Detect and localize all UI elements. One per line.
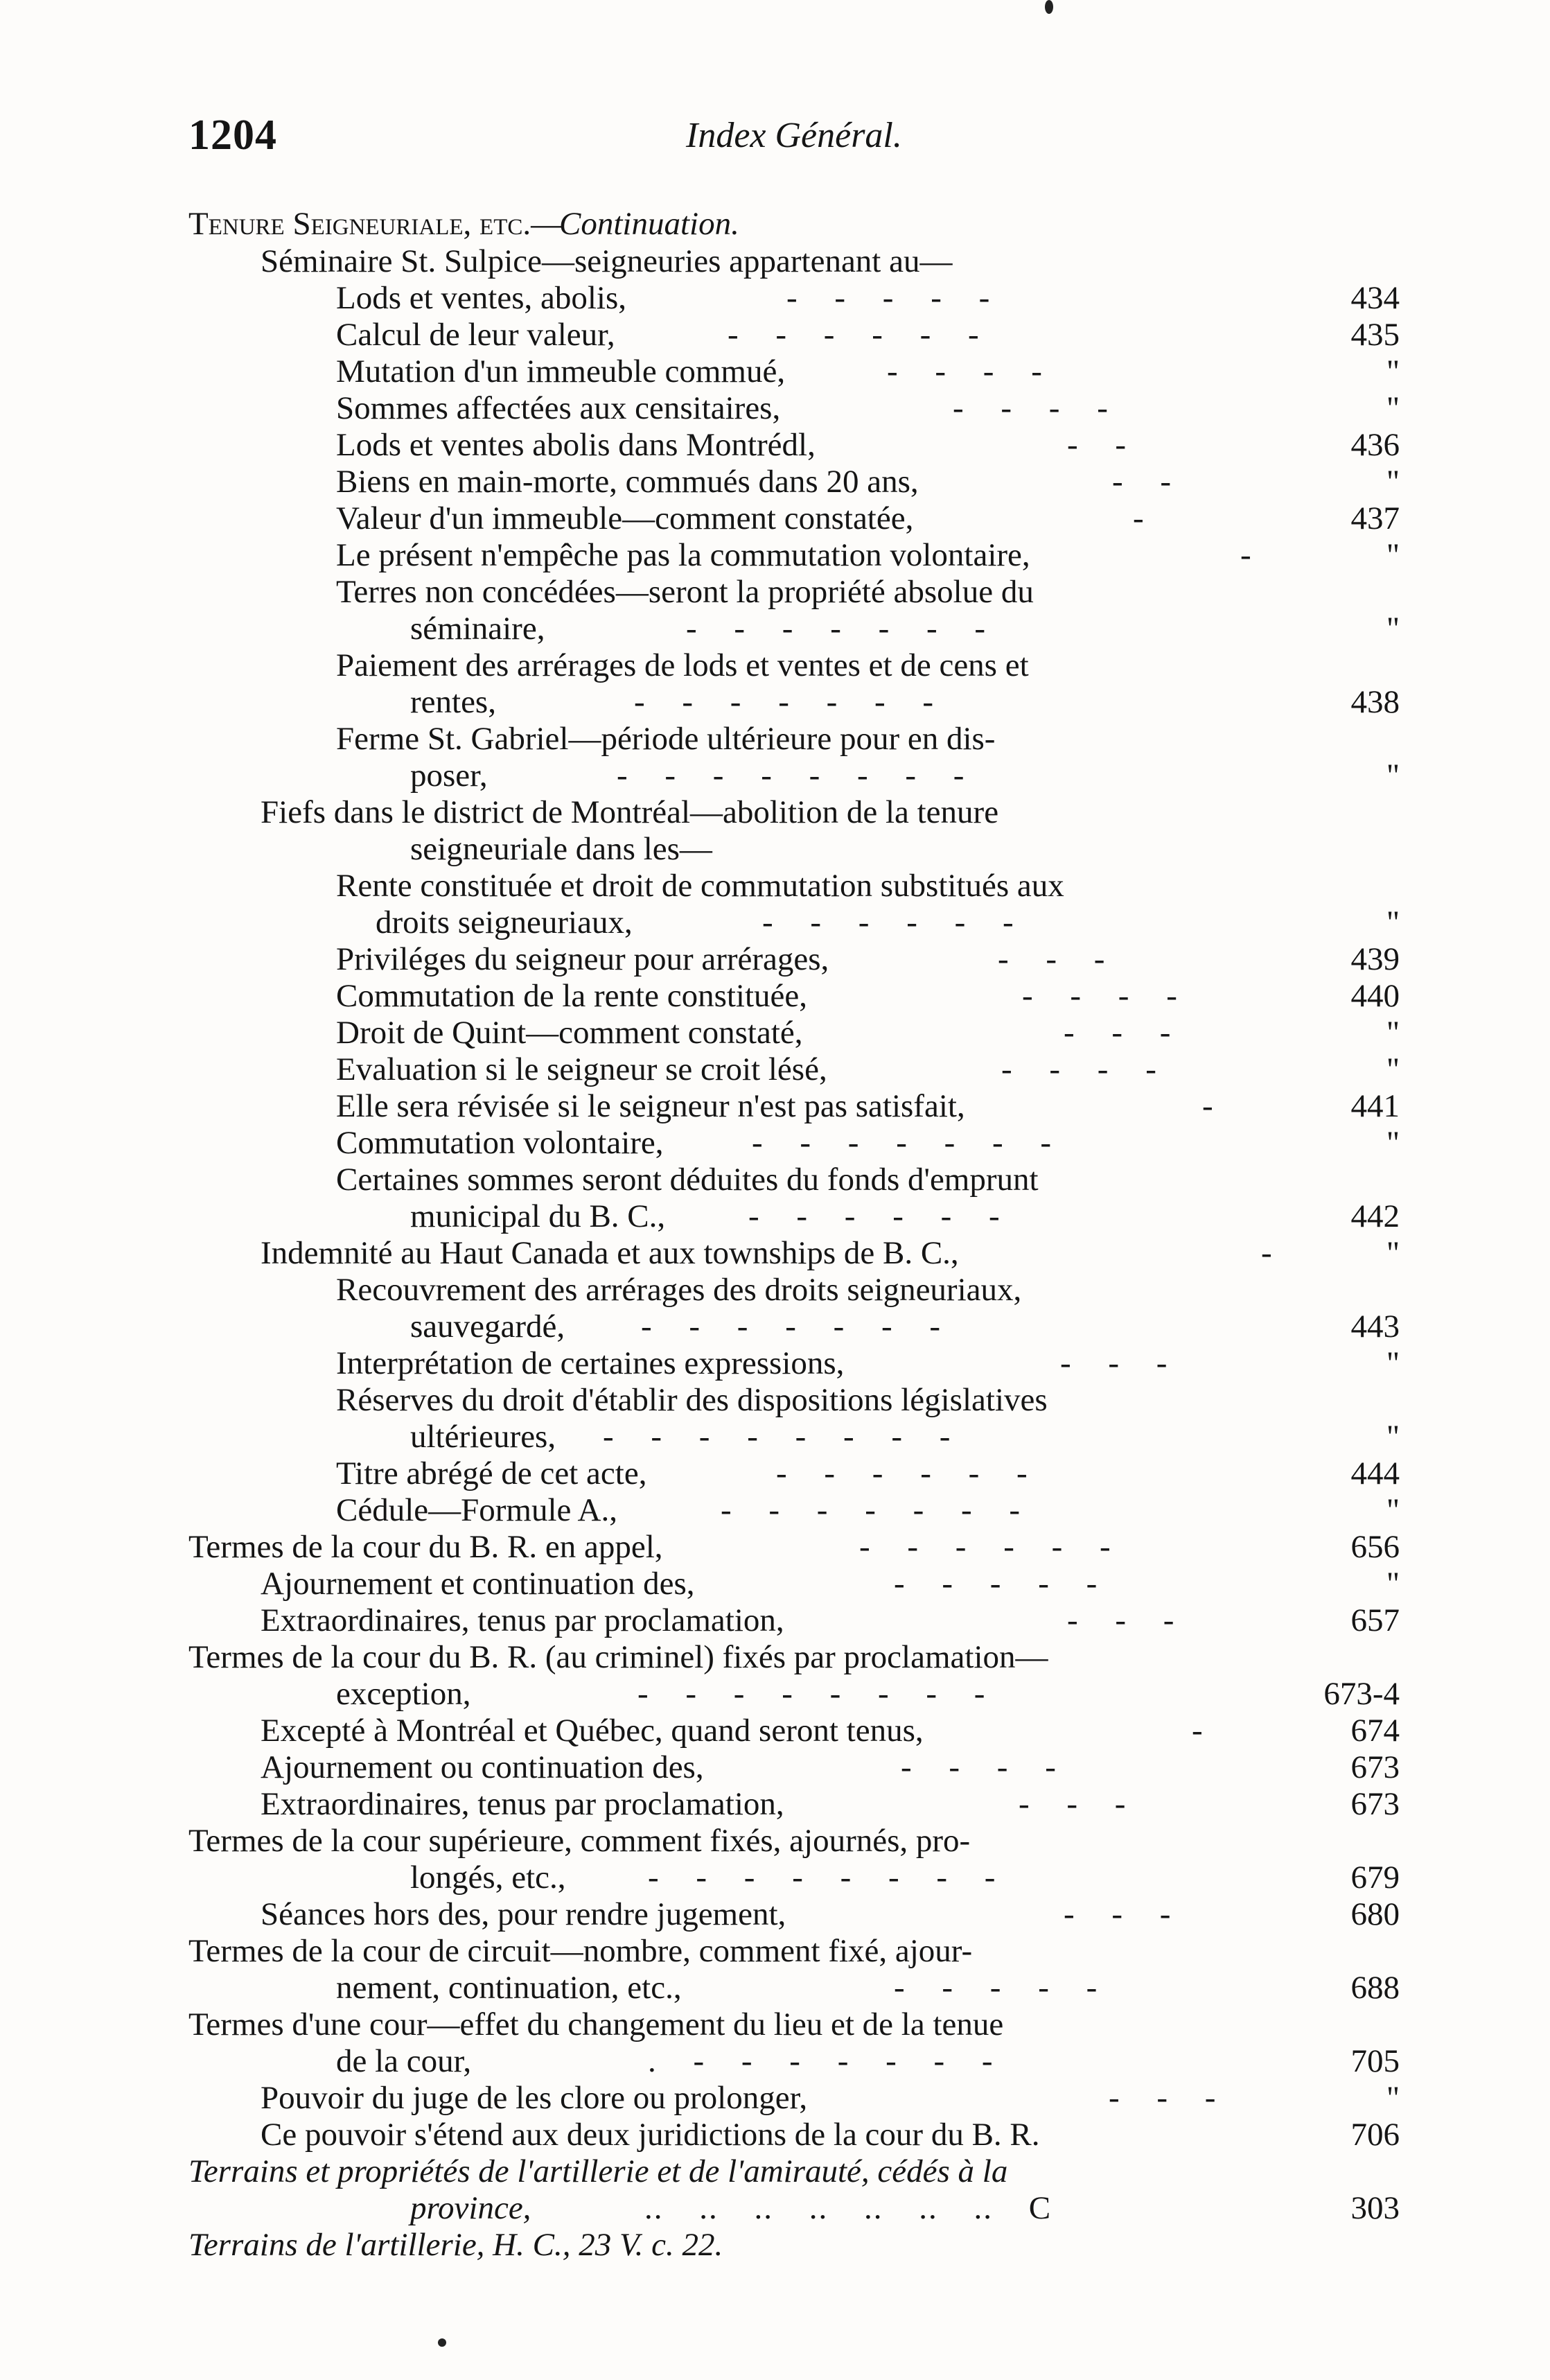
entry-text: Cédule—Formule A., — [336, 1492, 617, 1528]
page-reference: 688 — [1350, 1970, 1400, 2006]
page-reference: 679 — [1350, 1860, 1400, 1896]
index-entry — [0, 1602, 1400, 1639]
leader-dashes: - - - - - - - - — [617, 758, 966, 794]
index-entry — [0, 1087, 1400, 1125]
entry-text: Termes de la cour supérieure, comment fixés, ajournés, pro- — [188, 1823, 971, 1859]
entry-text: Titre abrégé de cet acte, — [336, 1455, 647, 1491]
leader-dashes: - - - — [1064, 1896, 1172, 1932]
entry-text: Lods et ventes, abolis, — [336, 280, 627, 316]
leader-dashes: - — [1202, 1088, 1215, 1124]
entry-text: Extraordinaires, tenus par proclamation, — [261, 1786, 784, 1822]
index-entry — [0, 2153, 1400, 2190]
entry-text: Ferme St. Gabriel—période ultérieure pour en dis- — [336, 721, 996, 757]
entry-text: Terres non concédées—seront la propriété absolue du — [336, 574, 1034, 610]
entry-text: Pouvoir du juge de les clore ou prolonger, — [261, 2080, 808, 2116]
entry-text: Paiement des arrérages de lods et ventes et de cens et — [336, 647, 1029, 683]
page-reference: " — [1386, 2080, 1400, 2116]
index-entry — [0, 977, 1400, 1015]
leader-dashes: - - - - - - - - — [648, 1860, 997, 1896]
index-entry — [0, 2226, 1400, 2264]
entry-text: Séminaire St. Sulpice—seigneuries appartenant au— — [261, 243, 953, 279]
page-reference: 434 — [1350, 280, 1400, 316]
entry-text: Ajournement ou continuation des, — [261, 1749, 704, 1785]
ink-speck — [1045, 0, 1053, 14]
index-entry — [0, 647, 1400, 684]
leader-dashes: - - - - - - - — [721, 1492, 1022, 1528]
page-reference: 442 — [1350, 1198, 1400, 1234]
page-reference: 657 — [1350, 1602, 1400, 1638]
page-reference: " — [1386, 904, 1400, 940]
page-reference: 437 — [1350, 500, 1400, 536]
index-entry — [0, 683, 1400, 721]
entry-text: Terrains et propriétés de l'artillerie et de l'amirauté, cédés à la — [188, 2153, 1008, 2189]
page-reference: 438 — [1350, 684, 1400, 720]
page-reference: " — [1386, 1015, 1400, 1051]
page-reference: " — [1386, 1492, 1400, 1528]
leader-dashes: - — [1133, 500, 1145, 536]
index-entry — [0, 1124, 1400, 1162]
entry-text: Extraordinaires, tenus par proclamation, — [261, 1602, 784, 1638]
index-entry — [0, 353, 1400, 390]
leader-dashes: - - - - - - - — [752, 1125, 1053, 1161]
leader-dashes: - - - - - — [894, 1970, 1099, 2006]
entry-text: Ajournement et continuation des, — [261, 1566, 695, 1602]
index-entry — [0, 1528, 1400, 1566]
entry-continuation-label: Continuation. — [559, 206, 739, 242]
entry-text: Commutation volontaire, — [336, 1125, 664, 1161]
page-reference: 443 — [1350, 1309, 1400, 1345]
index-entry — [0, 2189, 1400, 2227]
leader-dashes: - - - - - - — [762, 904, 1015, 940]
entry-text: Terrains de l'artillerie, H. C., 23 V. c. 22. — [188, 2227, 723, 2263]
leader-dashes: .. .. .. .. .. .. .. C — [644, 2190, 1053, 2226]
leader-dashes: - - - - - - — [859, 1529, 1112, 1565]
leader-dashes: - - - - — [887, 353, 1043, 390]
entry-text: Valeur d'un immeuble—comment constatée, — [336, 500, 914, 536]
entry-text: Termes d'une cour—effet du changement du lieu et de la tenue — [188, 2006, 1004, 2042]
page-reference: " — [1386, 390, 1400, 426]
page-reference: 441 — [1350, 1088, 1400, 1124]
entry-text: Le présent n'empêche pas la commutation volontaire, — [336, 537, 1030, 573]
entry-text: Termes de la cour de circuit—nombre, comment fixé, ajour- — [188, 1933, 973, 1969]
index-entry — [0, 1675, 1400, 1713]
index-entry — [0, 830, 1400, 868]
index-entry — [0, 1822, 1400, 1860]
entry-text: Certaines sommes seront déduites du fonds d'emprunt — [336, 1162, 1039, 1198]
index-entry — [0, 1749, 1400, 1786]
page-number: 1204 — [188, 112, 277, 159]
entry-text: Fiefs dans le district de Montréal—abolition de la tenure — [261, 794, 999, 830]
page-reference: 680 — [1350, 1896, 1400, 1932]
page-reference: 435 — [1350, 317, 1400, 353]
index-entry — [0, 2006, 1400, 2043]
index-entry — [0, 1271, 1400, 1309]
leader-dashes: - - - - - - - — [641, 1309, 942, 1345]
index-entry — [0, 536, 1400, 574]
index-entry — [0, 904, 1400, 941]
page-reference: " — [1386, 1235, 1400, 1271]
leader-dashes: - - - - - - - - — [603, 1419, 952, 1455]
page-reference: " — [1386, 758, 1400, 794]
index-entry — [0, 1896, 1400, 1933]
entry-text: Rente constituée et droit de commutation substitués aux — [336, 868, 1064, 904]
entry-text: sauvegardé, — [410, 1309, 565, 1345]
entry-text: Séances hors des, pour rendre jugement, — [261, 1896, 786, 1932]
leader-dashes: - - - - - - - — [686, 611, 987, 647]
entry-text: Termes de la cour du B. R. en appel, — [188, 1529, 663, 1565]
index-entry — [0, 205, 1400, 243]
entry-text: Excepté à Montréal et Québec, quand seront tenus, — [261, 1713, 924, 1749]
leader-dashes: - — [1192, 1713, 1204, 1749]
entry-text: rentes, — [410, 684, 496, 720]
entry-text: de la cour, — [336, 2043, 472, 2079]
entry-text: Mutation d'un immeuble commué, — [336, 353, 786, 390]
entry-text: Lods et ventes abolis dans Montrédl, — [336, 427, 816, 463]
leader-dashes: - - - - - - — [728, 317, 980, 353]
entry-text: municipal du B. C., — [410, 1198, 666, 1234]
leader-dashes: - - - — [1019, 1786, 1127, 1822]
index-entry — [0, 2042, 1400, 2080]
entry-text: Elle sera révisée si le seigneur n'est pas satisfait, — [336, 1088, 965, 1124]
page-title: Index Général. — [686, 116, 902, 155]
index-entry — [0, 1859, 1400, 1896]
page-reference: 439 — [1350, 941, 1400, 977]
page-reference: " — [1386, 537, 1400, 573]
leader-dashes: - - - - - - — [776, 1455, 1029, 1491]
page-reference: 706 — [1350, 2117, 1400, 2153]
leader-dashes: - — [1240, 537, 1253, 573]
index-entry — [0, 390, 1400, 427]
index-entry — [0, 1418, 1400, 1455]
entry-text: séminaire, — [410, 611, 545, 647]
page-reference: 436 — [1350, 427, 1400, 463]
page-reference: " — [1386, 1051, 1400, 1087]
index-entry — [0, 1381, 1400, 1419]
entry-text: poser, — [410, 758, 488, 794]
entry-text: Droit de Quint—comment constaté, — [336, 1015, 803, 1051]
page-reference: 673 — [1350, 1786, 1400, 1822]
page-reference: 673 — [1350, 1749, 1400, 1785]
index-entry — [0, 1785, 1400, 1823]
index-entry — [0, 1308, 1400, 1345]
page-reference: 674 — [1350, 1713, 1400, 1749]
entry-text: Réserves du droit d'établir des dispositions législatives — [336, 1382, 1048, 1418]
leader-dashes: - - - - - - - - — [637, 1676, 987, 1712]
index-entry — [0, 243, 1400, 280]
index-entry — [0, 316, 1400, 353]
entry-text: Ce pouvoir s'étend aux deux juridictions de la cour du B. R. — [261, 2117, 1040, 2153]
page-reference: " — [1386, 1566, 1400, 1602]
index-entry — [0, 1565, 1400, 1602]
page-reference: " — [1386, 1125, 1400, 1161]
index-entry — [0, 500, 1400, 537]
leader-dashes: - - - - — [1022, 978, 1179, 1014]
leader-dashes: - - — [1067, 427, 1128, 463]
leader-dashes: - - - — [998, 941, 1107, 977]
page-reference: " — [1386, 1419, 1400, 1455]
index-entry — [0, 463, 1400, 500]
leader-dashes: - - - - - - — [748, 1198, 1001, 1234]
index-entry — [0, 1969, 1400, 2006]
entry-text: Sommes affectées aux censitaires, — [336, 390, 781, 426]
index-entry — [0, 794, 1400, 831]
entry-text: Indemnité au Haut Canada et aux townships de B. C., — [261, 1235, 959, 1271]
index-entry — [0, 867, 1400, 904]
entry-text: Recouvrement des arrérages des droits seigneuriaux, — [336, 1272, 1022, 1308]
index-entry — [0, 1712, 1400, 1749]
leader-dashes: - - - - - — [786, 280, 992, 316]
entry-text: Commutation de la rente constituée, — [336, 978, 808, 1014]
entry-text: Calcul de leur valeur, — [336, 317, 615, 353]
index-entry — [0, 2116, 1400, 2153]
leader-dashes: - - - — [1067, 1602, 1176, 1638]
index-entry — [0, 426, 1400, 464]
entry-text: Interprétation de certaines expressions, — [336, 1345, 845, 1381]
index-entry — [0, 1455, 1400, 1492]
page-reference: " — [1386, 1345, 1400, 1381]
leader-dashes: - - - - — [901, 1749, 1057, 1785]
entry-text: Biens en main-morte, commués dans 20 ans, — [336, 464, 919, 500]
index-entry — [0, 720, 1400, 758]
index-entry — [0, 940, 1400, 978]
index-entry — [0, 1234, 1400, 1272]
entry-text: nement, continuation, etc., — [336, 1970, 682, 2006]
leader-dashes: - - - - — [953, 390, 1109, 426]
page-reference: 673-4 — [1323, 1676, 1400, 1712]
index-entry — [0, 1345, 1400, 1382]
page-reference: 656 — [1350, 1529, 1400, 1565]
index-entry — [0, 1014, 1400, 1051]
leader-dashes: - - - — [1109, 2080, 1217, 2116]
index-entry — [0, 1638, 1400, 1676]
page-reference: 440 — [1350, 978, 1400, 1014]
ink-speck — [438, 2338, 446, 2347]
entry-text: exception, — [336, 1676, 471, 1712]
index-entry — [0, 757, 1400, 794]
index-entry — [0, 2079, 1400, 2117]
entry-text: ultérieures, — [410, 1419, 556, 1455]
entry-text: Priviléges du seigneur pour arrérages, — [336, 941, 829, 977]
index-entry — [0, 610, 1400, 647]
index-entry — [0, 1051, 1400, 1088]
entry-text: Evaluation si le seigneur se croit lésé, — [336, 1051, 827, 1087]
entry-text: droits seigneuriaux, — [376, 904, 633, 940]
page-reference: 705 — [1350, 2043, 1400, 2079]
leader-dashes: . - - - - - - - — [648, 2043, 994, 2079]
entry-text: province, — [410, 2190, 531, 2226]
entry-text: Tenure Seigneuriale, etc.— — [188, 206, 564, 242]
leader-dashes: - — [1261, 1235, 1274, 1271]
page-reference: 303 — [1350, 2190, 1400, 2226]
leader-dashes: - - - - - — [894, 1566, 1099, 1602]
index-entry — [0, 1161, 1400, 1198]
page-reference: " — [1386, 611, 1400, 647]
index-entry — [0, 279, 1400, 317]
leader-dashes: - - — [1112, 464, 1173, 500]
entry-text: longés, etc., — [410, 1860, 566, 1896]
page-reference: " — [1386, 353, 1400, 390]
leader-dashes: - - - — [1064, 1015, 1172, 1051]
leader-dashes: - - - — [1060, 1345, 1169, 1381]
index-entry — [0, 1932, 1400, 1970]
page-reference: 444 — [1350, 1455, 1400, 1491]
leader-dashes: - - - - - - - — [634, 684, 935, 720]
entry-text: Termes de la cour du B. R. (au criminel) fixés par proclamation— — [188, 1639, 1048, 1675]
leader-dashes: - - - - — [1001, 1051, 1158, 1087]
index-entry — [0, 573, 1400, 611]
page-reference: " — [1386, 464, 1400, 500]
entry-text: seigneuriale dans les— — [410, 831, 712, 867]
index-entry — [0, 1491, 1400, 1529]
index-entry — [0, 1198, 1400, 1235]
